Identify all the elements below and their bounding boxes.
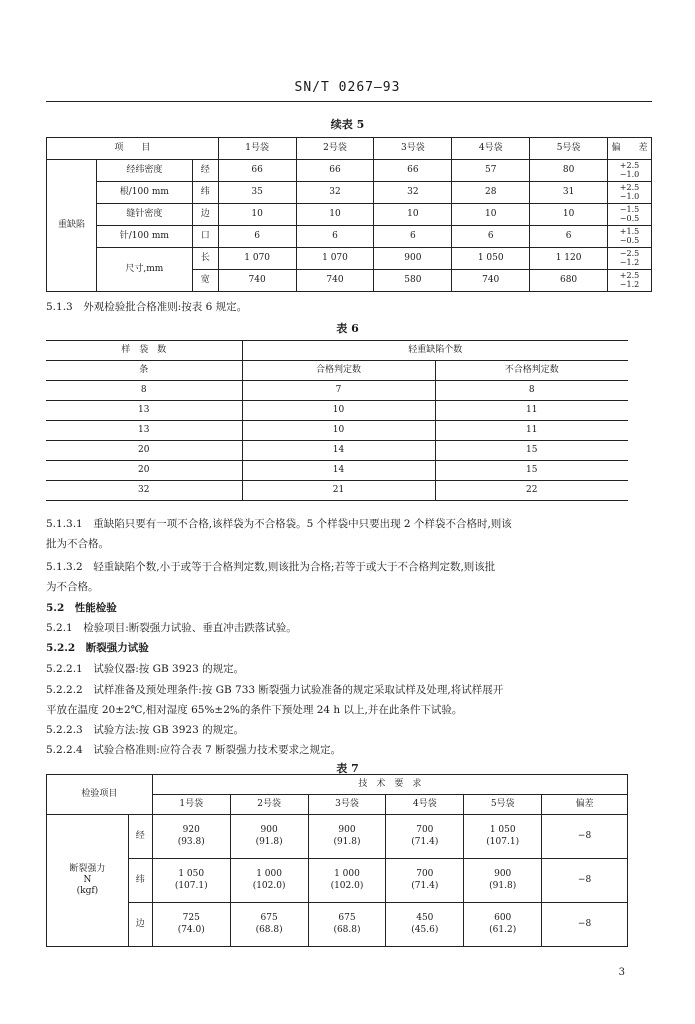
table5-cell: 32 — [374, 182, 452, 204]
table5-item: 根/100 mm — [96, 182, 192, 204]
section-5-2-2-heading: 5.2.2 断裂强力试验 — [46, 642, 149, 654]
table5-cell: 10 — [218, 204, 296, 226]
value-kgf: (91.8) — [489, 880, 517, 891]
table-row — [46, 381, 628, 401]
table7-cell — [386, 859, 464, 903]
table7-cell — [386, 815, 464, 859]
table5-head-bag1: 1号袋 — [218, 138, 296, 160]
paragraph-5-2-2-4: 5.2.2.4 试验合格准则:应符合表 7 断裂强力技术要求之规定。 — [46, 744, 342, 756]
tolerance-upper: +2.5 — [619, 161, 640, 171]
table6-cell: 13 — [46, 421, 242, 441]
table7-tolerance: −8 — [542, 815, 628, 859]
table-row — [47, 204, 652, 226]
table5-cell: 1 070 — [296, 248, 374, 270]
tolerance-lower: −1.2 — [619, 279, 640, 289]
table7-cell — [230, 859, 308, 903]
table5-cell: 80 — [530, 160, 608, 182]
table-row — [47, 248, 652, 270]
value-n: 600 — [494, 913, 512, 924]
table5-cell: 57 — [452, 160, 530, 182]
table6-cell: 8 — [46, 381, 242, 401]
value-n: 1 050 — [489, 825, 516, 836]
table5-sub: 经 — [192, 160, 218, 182]
value-kgf: (71.4) — [411, 836, 439, 847]
table6-head-unit: 条 — [46, 361, 242, 381]
tolerance-upper: +2.5 — [619, 183, 640, 193]
table7-cell — [308, 859, 386, 903]
table5-cell: 6 — [296, 226, 374, 248]
table5-cell: 6 — [374, 226, 452, 248]
table5-tolerance — [608, 248, 652, 270]
table7-sub: 纬 — [128, 859, 152, 903]
table-row — [46, 461, 628, 481]
tolerance-lower: −1.0 — [619, 169, 640, 179]
table5-tolerance — [608, 182, 652, 204]
table5-sub: 长 — [192, 248, 218, 270]
table6-cell: 15 — [435, 461, 628, 481]
table5-head-bag3: 3号袋 — [374, 138, 452, 160]
table6 — [46, 340, 628, 501]
value-n: 1 050 — [178, 869, 205, 880]
tolerance-lower: −1.0 — [619, 191, 640, 201]
table5-group-label: 重缺陷 — [47, 160, 97, 292]
table5-cell: 1 050 — [452, 248, 530, 270]
tolerance-upper: −1.5 — [619, 205, 640, 215]
table-row — [46, 401, 628, 421]
table6-cell: 20 — [46, 441, 242, 461]
table6-cell: 14 — [242, 461, 435, 481]
value-kgf: (45.6) — [411, 924, 439, 935]
table7-sub: 边 — [128, 903, 152, 947]
table5-cell: 680 — [530, 270, 608, 292]
table5-cell: 740 — [296, 270, 374, 292]
table5-cell: 66 — [296, 160, 374, 182]
table5-tolerance — [608, 270, 652, 292]
value-n: 675 — [338, 913, 356, 924]
tolerance-upper: +1.5 — [619, 227, 640, 237]
table7-head-bag3: 3号袋 — [308, 795, 386, 815]
table6-header-row — [46, 361, 628, 381]
table6-cell: 13 — [46, 401, 242, 421]
table7-cell — [464, 859, 542, 903]
tolerance-lower: −0.5 — [619, 213, 640, 223]
table5-tolerance — [608, 204, 652, 226]
paragraph-5-1-3-1-cont: 批为不合格。 — [46, 538, 109, 550]
table5-caption: 续表 5 — [330, 118, 365, 131]
table-row — [47, 859, 628, 903]
table5-cell: 32 — [296, 182, 374, 204]
table5-cell: 66 — [218, 160, 296, 182]
table6-cell: 32 — [46, 481, 242, 501]
tolerance-lower: −0.5 — [619, 235, 640, 245]
table6-head-samples: 样 袋 数 — [46, 341, 242, 361]
table6-cell: 8 — [435, 381, 628, 401]
table5-cell: 66 — [374, 160, 452, 182]
table5-cell: 6 — [218, 226, 296, 248]
table7-group-line1: 断裂强力 — [69, 863, 106, 874]
table7-tolerance: −8 — [542, 859, 628, 903]
table5-head-tolerance: 偏 差 — [608, 138, 652, 160]
table-row — [47, 182, 652, 204]
paragraph-5-1-3: 5.1.3 外观检验批合格准则:按表 6 规定。 — [46, 301, 248, 313]
table-row — [47, 226, 652, 248]
value-kgf: (107.1) — [486, 836, 520, 847]
table7-head-requirements: 技 术 要 求 — [152, 775, 627, 795]
table5-cell: 1 070 — [218, 248, 296, 270]
table5-cell: 10 — [296, 204, 374, 226]
table7-head-bag4: 4号袋 — [386, 795, 464, 815]
table7-tolerance: −8 — [542, 903, 628, 947]
document-header: SN/T 0267—93 — [294, 80, 401, 95]
table5-cell: 6 — [530, 226, 608, 248]
paragraph-5-2-2-2-cont: 平放在温度 20±2℃,相对湿度 65%±2%的条件下预处理 24 h 以上,并在此条件下试验。 — [46, 704, 463, 716]
table6-cell: 10 — [242, 401, 435, 421]
table6-cell: 15 — [435, 441, 628, 461]
header-rule — [46, 101, 652, 102]
value-kgf: (93.8) — [177, 836, 205, 847]
paragraph-5-2-2-2: 5.2.2.2 试样准备及预处理条件:按 GB 733 断裂强力试验准备的规定采取试样及处理,将试样展开 — [46, 684, 504, 696]
table-row — [47, 903, 628, 947]
table7-cell — [230, 903, 308, 947]
tolerance-lower: −1.2 — [619, 257, 640, 267]
value-n: 700 — [416, 869, 434, 880]
table5-sub: 口 — [192, 226, 218, 248]
paragraph-5-1-3-2-cont: 为不合格。 — [46, 581, 99, 593]
value-kgf: (91.8) — [255, 836, 283, 847]
table5-cell: 35 — [218, 182, 296, 204]
value-n: 900 — [494, 869, 512, 880]
table7-head-bag5: 5号袋 — [464, 795, 542, 815]
value-kgf: (74.0) — [177, 924, 205, 935]
table7-head-bag2: 2号袋 — [230, 795, 308, 815]
table5-cell: 580 — [374, 270, 452, 292]
tolerance-upper: −2.5 — [619, 249, 640, 259]
table6-caption: 表 6 — [336, 322, 359, 335]
table-row — [46, 421, 628, 441]
paragraph-5-1-3-2: 5.1.3.2 轻重缺陷个数,小于或等于合格判定数,则该批为合格;若等于或大于不合格判定数,则该批 — [46, 561, 496, 573]
table5-header-row — [47, 138, 652, 160]
value-n: 700 — [416, 825, 434, 836]
table6-head-pass: 合格判定数 — [242, 361, 435, 381]
table5-item: 缝针密度 — [96, 204, 192, 226]
value-kgf: (71.4) — [411, 880, 439, 891]
value-kgf: (107.1) — [174, 880, 208, 891]
value-n: 725 — [182, 913, 200, 924]
value-n: 900 — [260, 825, 278, 836]
table6-cell: 21 — [242, 481, 435, 501]
table6-cell: 10 — [242, 421, 435, 441]
tolerance-upper: +2.5 — [619, 271, 640, 281]
table7-cell — [230, 815, 308, 859]
table5-cell: 1 120 — [530, 248, 608, 270]
table5-cell: 740 — [218, 270, 296, 292]
value-kgf: (68.8) — [333, 924, 361, 935]
table6-cell: 11 — [435, 401, 628, 421]
table-row — [47, 815, 628, 859]
value-kgf: (91.8) — [333, 836, 361, 847]
table5-cell: 6 — [452, 226, 530, 248]
value-n: 1 000 — [256, 869, 282, 880]
table7-cell — [152, 859, 230, 903]
table5-item: 尺寸,mm — [96, 248, 192, 292]
table7 — [46, 774, 628, 947]
table5-tolerance — [608, 226, 652, 248]
table7-cell — [464, 815, 542, 859]
table7-cell — [386, 903, 464, 947]
table5-cell: 740 — [452, 270, 530, 292]
paragraph-5-2-2-1: 5.2.2.1 试验仪器:按 GB 3923 的规定。 — [46, 663, 245, 675]
table6-head-fail: 不合格判定数 — [435, 361, 628, 381]
table6-head-defects: 轻重缺陷个数 — [242, 341, 628, 361]
value-n: 1 000 — [334, 869, 360, 880]
table6-cell: 7 — [242, 381, 435, 401]
table5-cell: 10 — [374, 204, 452, 226]
value-kgf: (61.2) — [489, 924, 517, 935]
table5-sub: 纬 — [192, 182, 218, 204]
table-row — [46, 481, 628, 501]
table-row — [47, 160, 652, 182]
table7-header-row — [47, 775, 628, 795]
value-n: 450 — [416, 913, 434, 924]
table5-item: 经纬密度 — [96, 160, 192, 182]
table5-head-bag2: 2号袋 — [296, 138, 374, 160]
table5-sub: 边 — [192, 204, 218, 226]
table7-cell — [152, 903, 230, 947]
table6-cell: 14 — [242, 441, 435, 461]
value-n: 900 — [338, 825, 356, 836]
table5-sub: 宽 — [192, 270, 218, 292]
table5-head-bag4: 4号袋 — [452, 138, 530, 160]
table5-head-item: 项 目 — [47, 138, 219, 160]
value-kgf: (102.0) — [252, 880, 286, 891]
table5-item: 针/100 mm — [96, 226, 192, 248]
table7-cell — [308, 815, 386, 859]
table6-cell: 20 — [46, 461, 242, 481]
table6-cell: 11 — [435, 421, 628, 441]
table7-cell — [152, 815, 230, 859]
table-row — [46, 441, 628, 461]
page-number: 3 — [618, 967, 625, 978]
value-kgf: (102.0) — [330, 880, 364, 891]
table6-cell: 22 — [435, 481, 628, 501]
table7-head-tolerance: 偏差 — [542, 795, 628, 815]
table5-cell: 10 — [530, 204, 608, 226]
table5-cell: 900 — [374, 248, 452, 270]
table7-cell — [308, 903, 386, 947]
table5-cell: 10 — [452, 204, 530, 226]
value-n: 920 — [182, 825, 200, 836]
table7-group-line3: (kgf) — [76, 886, 99, 897]
table7-group-label — [47, 815, 129, 947]
paragraph-5-2-2-3: 5.2.2.3 试验方法:按 GB 3923 的规定。 — [46, 724, 245, 736]
table5 — [46, 137, 652, 292]
table6-header-row — [46, 341, 628, 361]
value-n: 675 — [260, 913, 278, 924]
table5-cell: 31 — [530, 182, 608, 204]
table5-head-bag5: 5号袋 — [530, 138, 608, 160]
value-kgf: (68.8) — [255, 924, 283, 935]
table7-cell — [464, 903, 542, 947]
section-5-2-heading: 5.2 性能检验 — [46, 602, 117, 614]
paragraph-5-1-3-1: 5.1.3.1 重缺陷只要有一项不合格,该样袋为不合格袋。5 个样袋中只要出现 2 个样袋不合格时,则该 — [46, 518, 512, 530]
table5-cell: 28 — [452, 182, 530, 204]
paragraph-5-2-1: 5.2.1 检验项目:断裂强力试验、垂直冲击跌落试验。 — [46, 622, 297, 634]
table7-head-item: 检验项目 — [47, 775, 153, 815]
table7-sub: 经 — [128, 815, 152, 859]
table7-head-bag1: 1号袋 — [152, 795, 230, 815]
table7-group-line2: N — [83, 874, 92, 885]
table5-tolerance — [608, 160, 652, 182]
table7-caption: 表 7 — [336, 762, 359, 775]
